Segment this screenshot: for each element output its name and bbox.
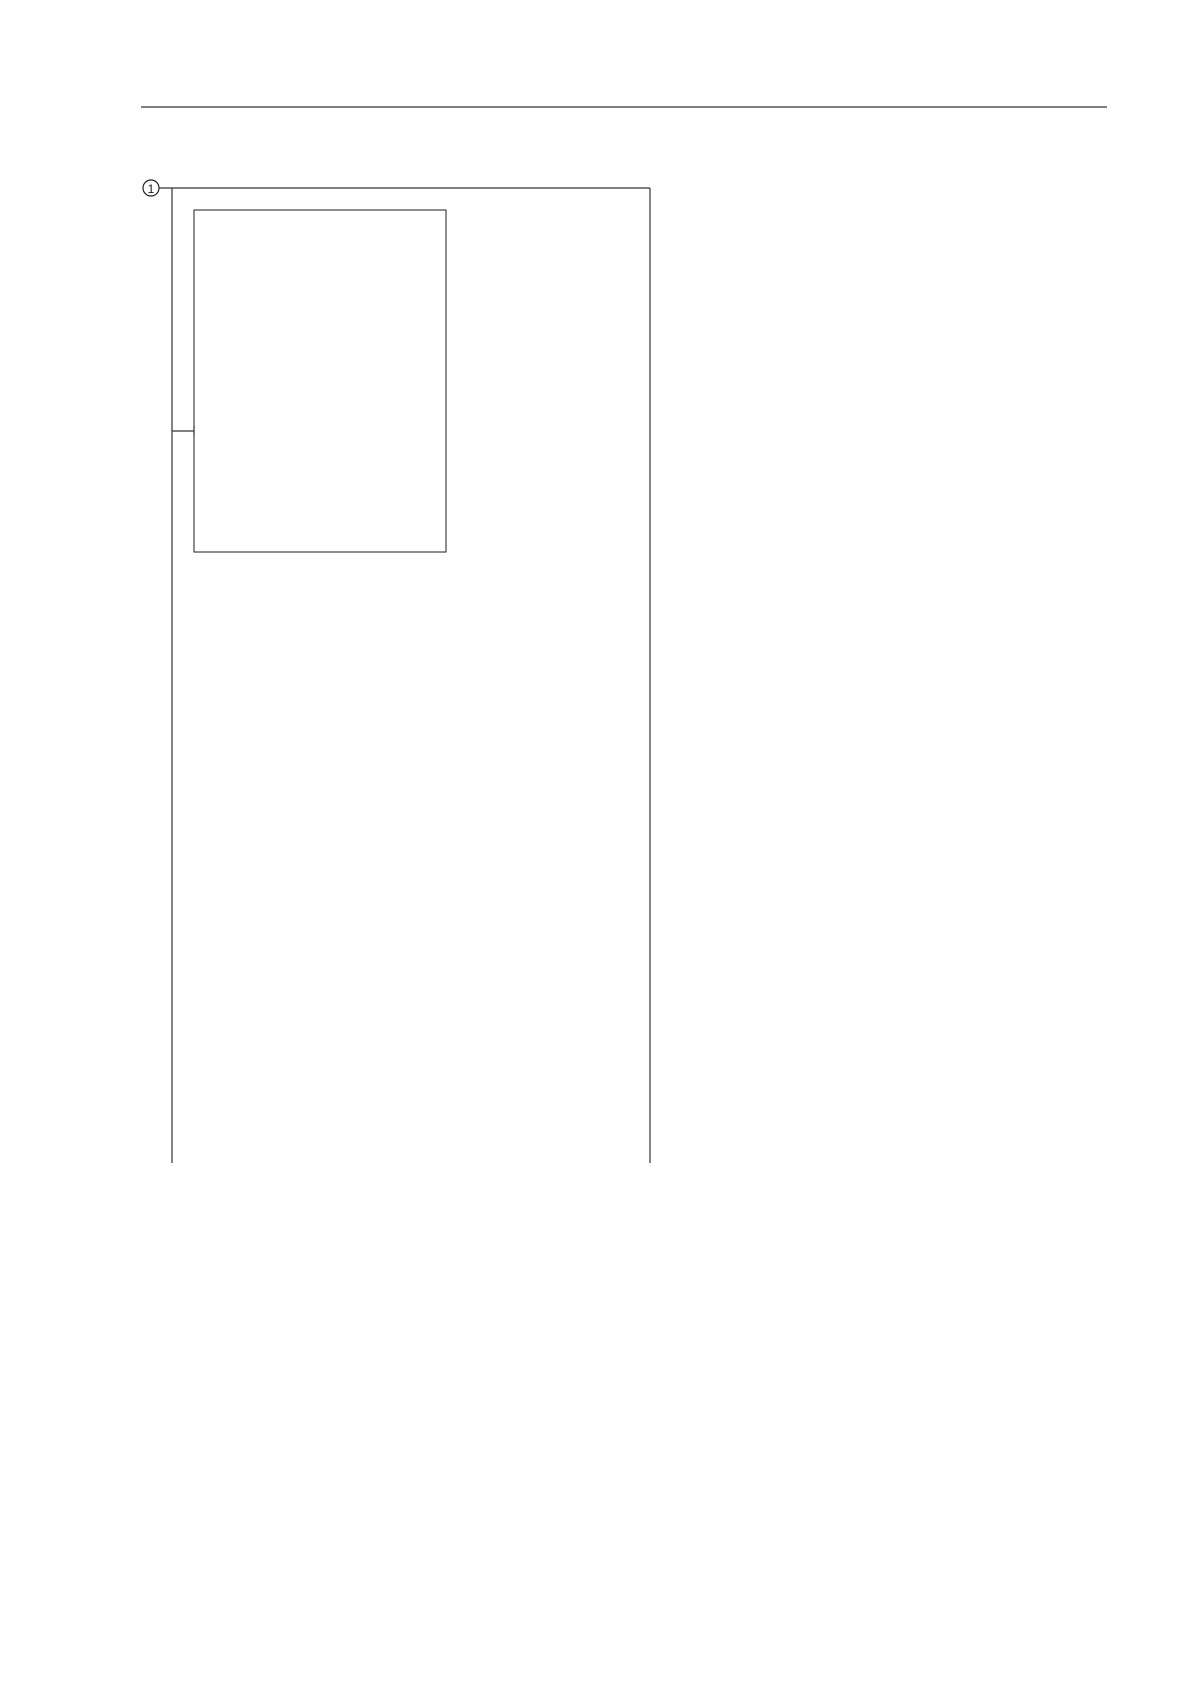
callout-number: 1 — [147, 182, 155, 196]
callout-marker — [143, 180, 159, 196]
modules-layer — [159, 188, 650, 1163]
module-box — [194, 210, 446, 552]
